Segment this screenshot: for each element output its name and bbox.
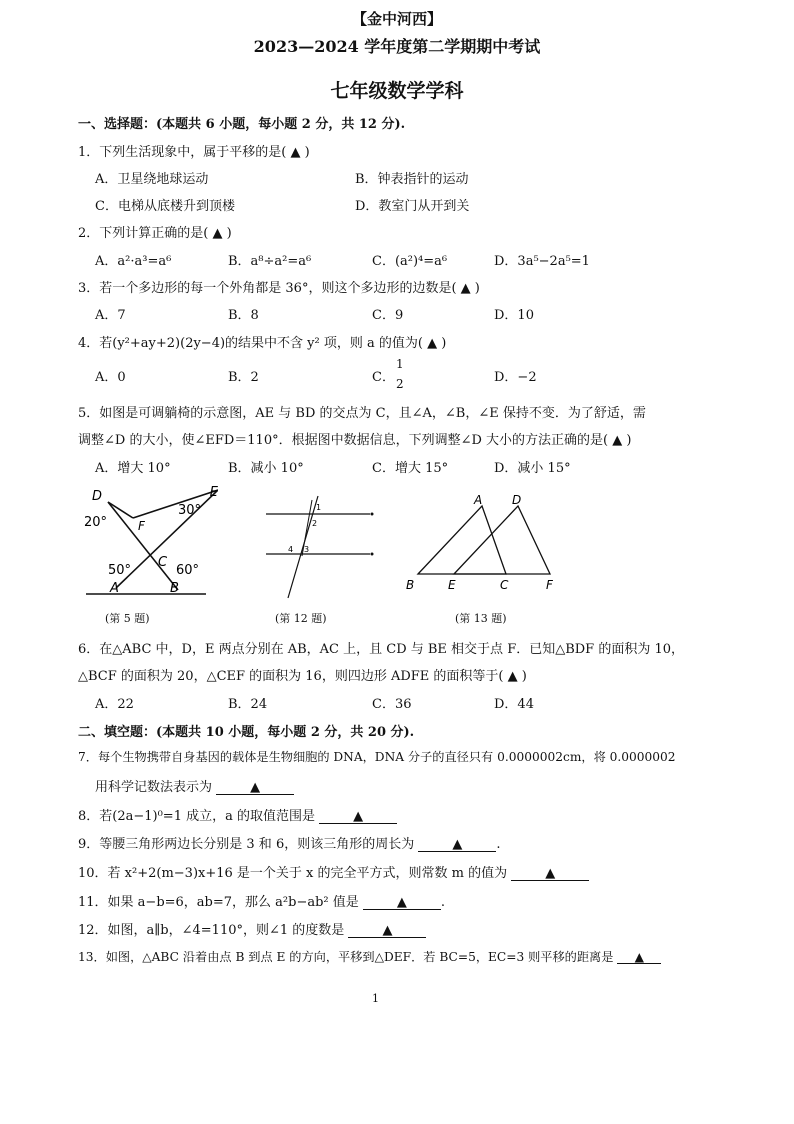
q9-text: 9．等腰三角形两边长分别是 3 和 6，则该三角形的周长为 — [78, 837, 415, 852]
q7-line1: 7．每个生物携带自身基因的载体是生物细胞的 DNA，DNA 分子的直径只有 0.0000002cm，将 0.0000002 — [78, 750, 676, 764]
q9-period: . — [496, 837, 501, 852]
q1-stem: 1．下列生活现象中，属于平移的是( ▲ ) — [78, 145, 310, 160]
section1-title: 一、选择题：(本题共 6 小题，每小题 2 分，共 12 分). — [78, 117, 406, 132]
q11-period: . — [440, 895, 446, 910]
label-angle-4: 4 — [288, 545, 294, 554]
q7-text: 用科学记数法表示为 — [95, 780, 213, 795]
label-b: B — [170, 581, 179, 596]
q6-option-a: A．22 — [95, 697, 134, 712]
q4-option-b: B．2 — [228, 370, 259, 385]
q13-blank-mark: ▲ — [634, 950, 644, 964]
q6-option-b: B．24 — [228, 697, 268, 712]
q5-line1: 5．如图是可调躺椅的示意图，AE 与 BD 的交点为 C，且∠A，∠B，∠E 保持不变．为了舒适，需 — [78, 406, 646, 421]
q4-frac-den: 2 — [396, 377, 404, 391]
q5-line2: 调整∠D 的大小，使∠EFD＝110°．根据图中数据信息，下列调整∠D 大小的方法正确的是( ▲ ) — [78, 433, 632, 448]
q7-line2 — [95, 776, 294, 795]
label-e: E — [209, 485, 218, 500]
label-d: D — [92, 489, 103, 504]
q11-line — [78, 891, 445, 910]
q9-line — [78, 833, 501, 852]
label-b: B — [406, 578, 415, 592]
q13-text: 13．如图，△ABC 沿着由点 B 到点 E 的方向，平移到△DEF．若 BC=5，EC=3 则平移的距离是 — [78, 950, 614, 964]
figure-q13 — [400, 490, 570, 595]
label-30deg: 30° — [178, 503, 202, 518]
label-50deg: 50° — [108, 563, 132, 578]
q7-answer-blank[interactable] — [216, 782, 294, 795]
school-tag: 【金中河西】 — [351, 10, 442, 28]
label-20deg: 20° — [84, 515, 108, 530]
q10-blank-mark: ▲ — [545, 866, 556, 881]
q9-answer-blank[interactable] — [418, 839, 496, 852]
q5-option-a: A．增大 10° — [95, 461, 171, 476]
q2-option-a: A．a²·a³=a⁶ — [95, 254, 172, 269]
subject-title: 七年级数学学科 — [330, 80, 464, 102]
q13-line — [78, 948, 661, 965]
label-angle-1: 1 — [316, 503, 322, 512]
q12-text: 12．如图，a∥b，∠4=110°，则∠1 的度数是 — [78, 923, 345, 938]
label-e: E — [448, 578, 456, 592]
q3-option-c: C．9 — [372, 308, 404, 323]
q12-line — [78, 919, 426, 938]
q13-answer-blank[interactable] — [617, 951, 661, 964]
q12-answer-blank[interactable] — [348, 925, 426, 938]
label-f: F — [546, 578, 553, 592]
label-f: F — [138, 519, 145, 533]
q2-option-c: C．(a²)⁴=a⁶ — [372, 254, 448, 269]
label-c: C — [158, 555, 168, 570]
caption-q5: (第 5 题) — [105, 612, 150, 625]
q5-option-b: B．减小 10° — [228, 461, 304, 476]
q3-option-b: B．8 — [228, 308, 259, 323]
q4-stem: 4．若(y²+ay+2)(2y−4)的结果中不含 y² 项，则 a 的值为( ▲ ) — [78, 336, 447, 351]
q4-option-a: A．0 — [95, 370, 126, 385]
label-a: A — [110, 581, 119, 596]
caption-q13: (第 13 题) — [455, 612, 507, 625]
figure-q12 — [262, 492, 382, 602]
q12-blank-mark: ▲ — [382, 923, 393, 938]
q5-option-d: D．减小 15° — [494, 461, 571, 476]
q2-option-d: D．3a⁵−2a⁵=1 — [494, 254, 590, 269]
triangle-abc — [418, 506, 506, 574]
line-b-end — [371, 553, 374, 556]
q3-stem: 3．若一个多边形的每一个外角都是 36°，则这个多边形的边数是( ▲ ) — [78, 281, 480, 296]
q1-option-b: B．钟表指针的运动 — [355, 172, 469, 187]
q8-text: 8．若(2a−1)⁰=1 成立，a 的取值范围是 — [78, 809, 315, 824]
q10-text: 10．若 x²+2(m−3)x+16 是一个关于 x 的完全平方式，则常数 m 的值为 — [78, 866, 508, 881]
q4-option-c: C． — [372, 370, 395, 385]
exam-title: 2023—2024 学年度第二学期期中考试 — [253, 37, 541, 56]
q6-line2: △BCF 的面积为 20，△CEF 的面积为 16，则四边形 ADFE 的面积等于( ▲ ) — [78, 669, 527, 684]
q10-answer-blank[interactable] — [511, 868, 589, 881]
caption-q12: (第 12 题) — [275, 612, 327, 625]
q6-option-c: C．36 — [372, 697, 412, 712]
q3-option-d: D．10 — [494, 308, 534, 323]
q4-frac-num: 1 — [396, 357, 404, 371]
q2-stem: 2．下列计算正确的是( ▲ ) — [78, 226, 232, 241]
q9-blank-mark: ▲ — [452, 837, 463, 852]
q2-option-b: B．a⁸÷a²=a⁶ — [228, 254, 312, 269]
section2-title: 二、填空题：(本题共 10 小题，每小题 2 分，共 20 分). — [78, 725, 415, 740]
figure-q5 — [78, 480, 218, 600]
q5-option-c: C．增大 15° — [372, 461, 449, 476]
q11-blank-mark: ▲ — [396, 895, 407, 910]
q11-text: 11．如果 a−b=6，ab=7，那么 a²b−ab² 值是 — [78, 895, 359, 910]
label-c: C — [500, 578, 509, 592]
q8-line — [78, 805, 397, 824]
q8-answer-blank[interactable] — [319, 811, 397, 824]
label-angle-2: 2 — [312, 519, 318, 528]
q6-option-d: D．44 — [494, 697, 534, 712]
q7-blank-mark: ▲ — [250, 780, 261, 795]
q8-blank-mark: ▲ — [353, 809, 364, 824]
line-df — [108, 502, 133, 518]
q3-option-a: A．7 — [95, 308, 126, 323]
q1-option-c: C．电梯从底楼升到顶楼 — [95, 199, 235, 214]
label-d: D — [512, 493, 522, 507]
q11-answer-blank[interactable] — [363, 897, 441, 910]
line-a-end — [371, 513, 374, 516]
q4-option-d: D．−2 — [494, 370, 537, 385]
label-a: A — [474, 493, 483, 507]
line-fe — [133, 490, 218, 518]
q1-option-d: D．教室门从开到关 — [355, 199, 470, 214]
q6-line1: 6．在△ABC 中，D，E 两点分别在 AB，AC 上，且 CD 与 BE 相交于点 F．已知△BDF 的面积为 10， — [78, 642, 685, 657]
label-60deg: 60° — [176, 563, 200, 578]
label-angle-3: 3 — [304, 545, 310, 554]
q10-line — [78, 862, 589, 881]
q1-option-a: A．卫星绕地球运动 — [95, 172, 209, 187]
page-number: 1 — [372, 992, 379, 1005]
line-ae — [116, 490, 218, 588]
